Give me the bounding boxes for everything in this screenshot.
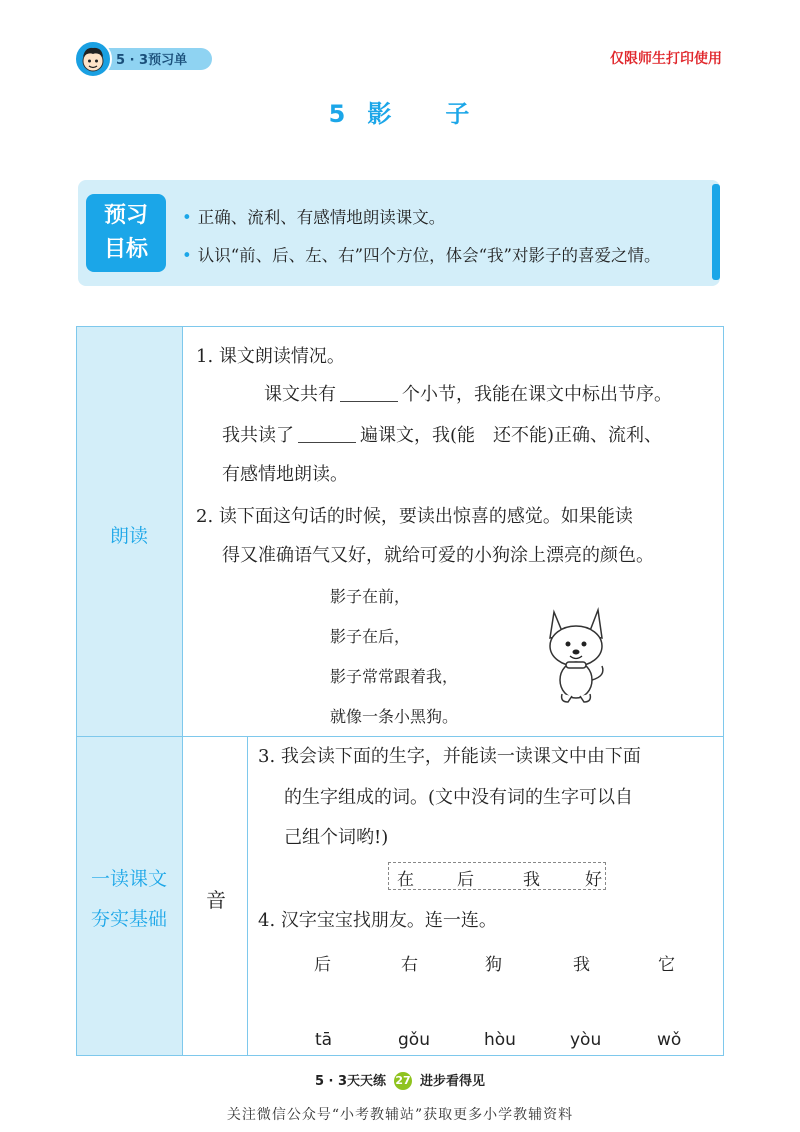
section-label-reading: 朗读	[109, 525, 148, 547]
lesson-title-char1: 影	[367, 100, 394, 128]
match-pinyin[interactable]: gǒu	[398, 1030, 430, 1050]
footer-left: 5 · 3天天练	[314, 1074, 387, 1089]
print-note: 仅限师生打印使用	[610, 51, 722, 67]
goal-item: • 正确、流利、有感情地朗读课文。	[182, 208, 446, 227]
goals-label	[86, 194, 166, 272]
lesson-title-char2: 子	[445, 100, 472, 128]
yin-column-divider	[247, 736, 248, 1056]
badge-label: 5 · 3预习单	[116, 53, 188, 68]
match-char[interactable]: 它	[658, 955, 675, 975]
section-divider	[77, 736, 723, 737]
puppy-coloring-icon[interactable]	[540, 606, 612, 706]
page-footer	[0, 1070, 800, 1090]
match-char[interactable]: 我	[573, 955, 590, 975]
header-badge	[74, 40, 214, 78]
section-label-basics-2: 夯实基础	[90, 908, 167, 930]
goal-item: • 认识“前、后、左、右”四个方位，体会“我”对影子的喜爱之情。	[182, 246, 661, 265]
poem-line: 影子在后，	[330, 627, 411, 646]
q1-line1: 课文共有 个小节，我能在课文中标出节序。	[264, 384, 672, 405]
match-pinyin[interactable]: hòu	[484, 1030, 516, 1050]
answer-blank[interactable]	[340, 384, 398, 402]
answer-blank[interactable]	[298, 425, 356, 443]
q1-line2: 我共读了 遍课文，我(能 还不能)正确、流利、	[222, 425, 663, 446]
poem-line: 影子在前，	[330, 587, 411, 606]
q3-line3: 己组个词哟!)	[284, 827, 389, 848]
match-pinyin[interactable]: tā	[315, 1030, 333, 1050]
section-label-basics-1: 一读课文	[90, 868, 167, 890]
match-pinyin[interactable]: wǒ	[657, 1030, 682, 1050]
q3-line1: 3. 我会读下面的生字，并能读一读课文中由下面	[258, 746, 641, 767]
char-item: 我	[523, 870, 540, 890]
page-number: 27	[394, 1072, 412, 1090]
match-pinyin[interactable]: yòu	[570, 1030, 602, 1050]
q3-line2: 的生字组成的词。(文中没有词的生字可以自	[284, 787, 634, 808]
preview-goals-box	[78, 180, 720, 286]
character-box	[388, 862, 606, 890]
char-item: 好	[585, 870, 602, 890]
char-item: 后	[457, 870, 474, 890]
lesson-number: 5	[328, 100, 348, 128]
q2-line2: 得又准确语气又好，就给可爱的小狗涂上漂亮的颜色。	[222, 545, 654, 566]
match-char[interactable]: 右	[401, 955, 418, 975]
goals-label-line1: 预习	[103, 203, 148, 228]
q4-title: 4. 汉字宝宝找朋友。连一连。	[258, 910, 497, 931]
q2-line1: 2. 读下面这句话的时候，要读出惊喜的感觉。如果能读	[196, 506, 633, 527]
poem-line: 就像一条小黑狗。	[330, 707, 459, 726]
footer-right: 进步看得见	[420, 1074, 486, 1089]
watermark-text: 关注微信公众号“小考教辅站”获取更多小学教辅资料	[226, 1107, 574, 1123]
goals-label-line2: 目标	[103, 237, 148, 262]
match-char[interactable]: 后	[314, 955, 331, 975]
char-item: 在	[397, 870, 414, 890]
section-label-column	[77, 327, 183, 1055]
lesson-title	[0, 94, 800, 129]
match-char[interactable]: 狗	[485, 955, 502, 975]
goals-accent-bar	[712, 184, 720, 280]
mascot-avatar-icon	[74, 40, 112, 78]
q1-title: 1. 课文朗读情况。	[196, 346, 345, 367]
bullet-icon: •	[182, 246, 192, 265]
poem-line: 影子常常跟着我，	[330, 667, 459, 686]
q1-line3: 有感情地朗读。	[222, 464, 348, 485]
section-label-yin: 音	[206, 888, 226, 912]
bullet-icon: •	[182, 208, 192, 227]
